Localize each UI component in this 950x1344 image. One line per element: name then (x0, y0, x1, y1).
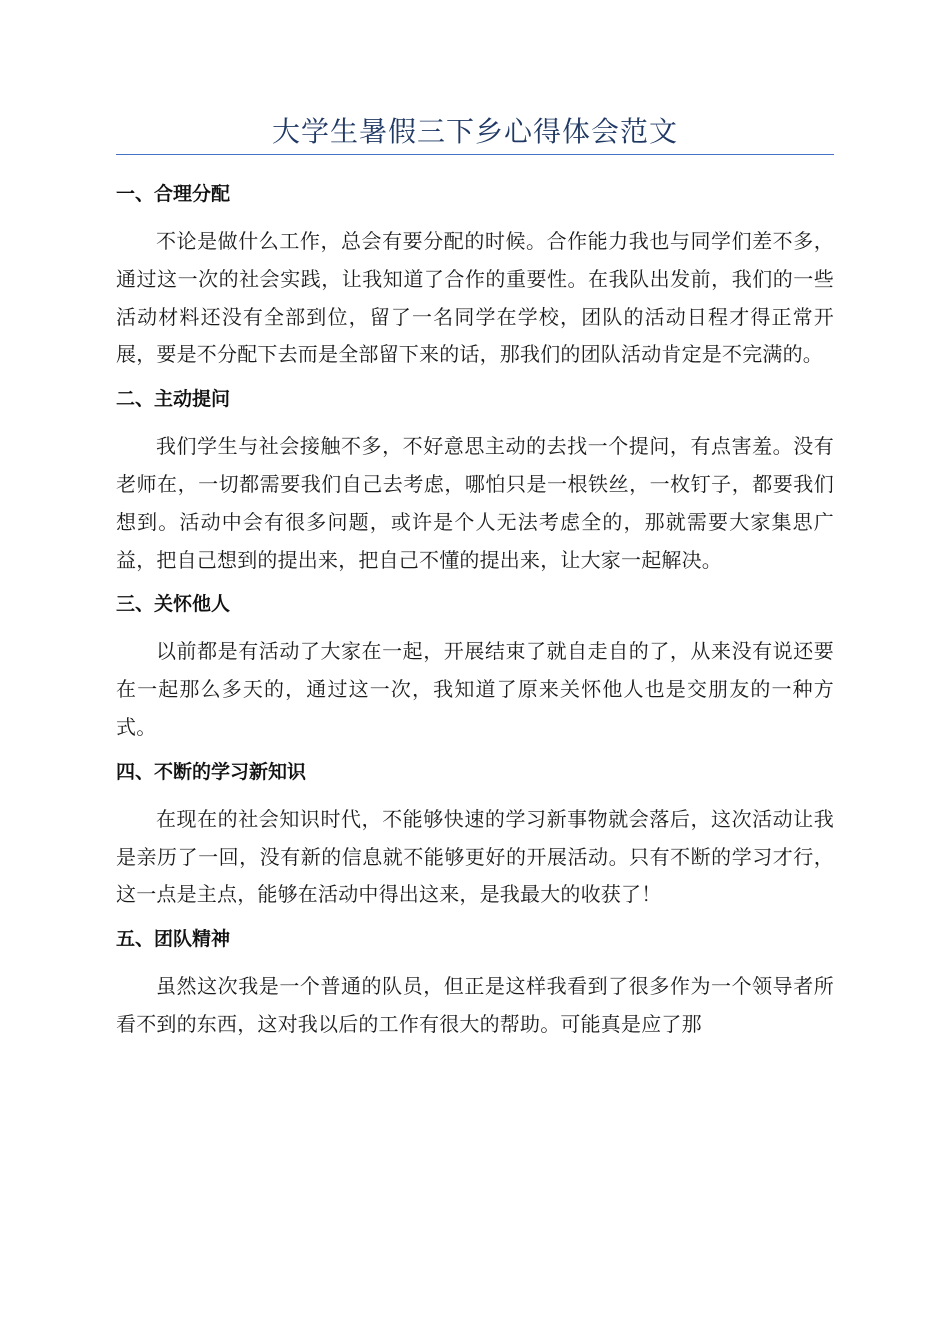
section-ask-actively (116, 386, 834, 579)
section-team-spirit (116, 926, 834, 1044)
section-heading: 三、关怀他人 (116, 593, 231, 616)
section-paragraph: 不论是做什么工作，总会有要分配的时候。合作能力我也与同学们差不多，通过这一次的社会实践，让我知道了合作的重要性。在我队出发前，我们的一些活动材料还没有全部到位，留了一名同学在学校，团队的活动日程才得正常开展，要是不分配下去而是全部留下来的话，那我们的团队活动肯定是不完满的。 (116, 229, 834, 367)
section-heading: 二、主动提问 (116, 388, 231, 411)
section-keep-learning (116, 759, 834, 914)
document-title: 大学生暑假三下乡心得体会范文 (271, 115, 678, 148)
document-body (116, 170, 834, 1056)
section-heading: 四、不断的学习新知识 (116, 760, 307, 783)
section-heading: 一、合理分配 (116, 183, 231, 205)
section-reasonable-distribution (116, 181, 834, 374)
section-paragraph: 虽然这次我是一个普通的队员，但正是这样我看到了很多作为一个领导者所看不到的东西，这对我以后的工作有很大的帮助。可能真是应了那 (116, 974, 834, 1036)
title-underline (116, 154, 834, 155)
section-paragraph: 我们学生与社会接触不多，不好意思主动的去找一个提问，有点害羞。没有老师在，一切都需要我们自己去考虑，哪怕只是一根铁丝，一枚钉子，都要我们想到。活动中会有很多问题，或许是个人无法考虑全的，那就需要大家集思广益，把自己想到的提出来，把自己不懂的提出来，让大家一起解决。 (116, 434, 834, 572)
section-heading: 五、团队精神 (116, 928, 231, 951)
section-paragraph: 以前都是有活动了大家在一起，开展结束了就自走自的了，从来没有说还要在一起那么多天的，通过这一次，我知道了原来关怀他人也是交朋友的一种方式。 (116, 639, 834, 739)
section-paragraph: 在现在的社会知识时代，不能够快速的学习新事物就会落后，这次活动让我是亲历了一回，没有新的信息就不能够更好的开展活动。只有不断的学习才行，这一点是主点，能够在活动中得出这来，是我最大的收获了！ (116, 806, 834, 907)
section-care-for-others (116, 591, 834, 746)
